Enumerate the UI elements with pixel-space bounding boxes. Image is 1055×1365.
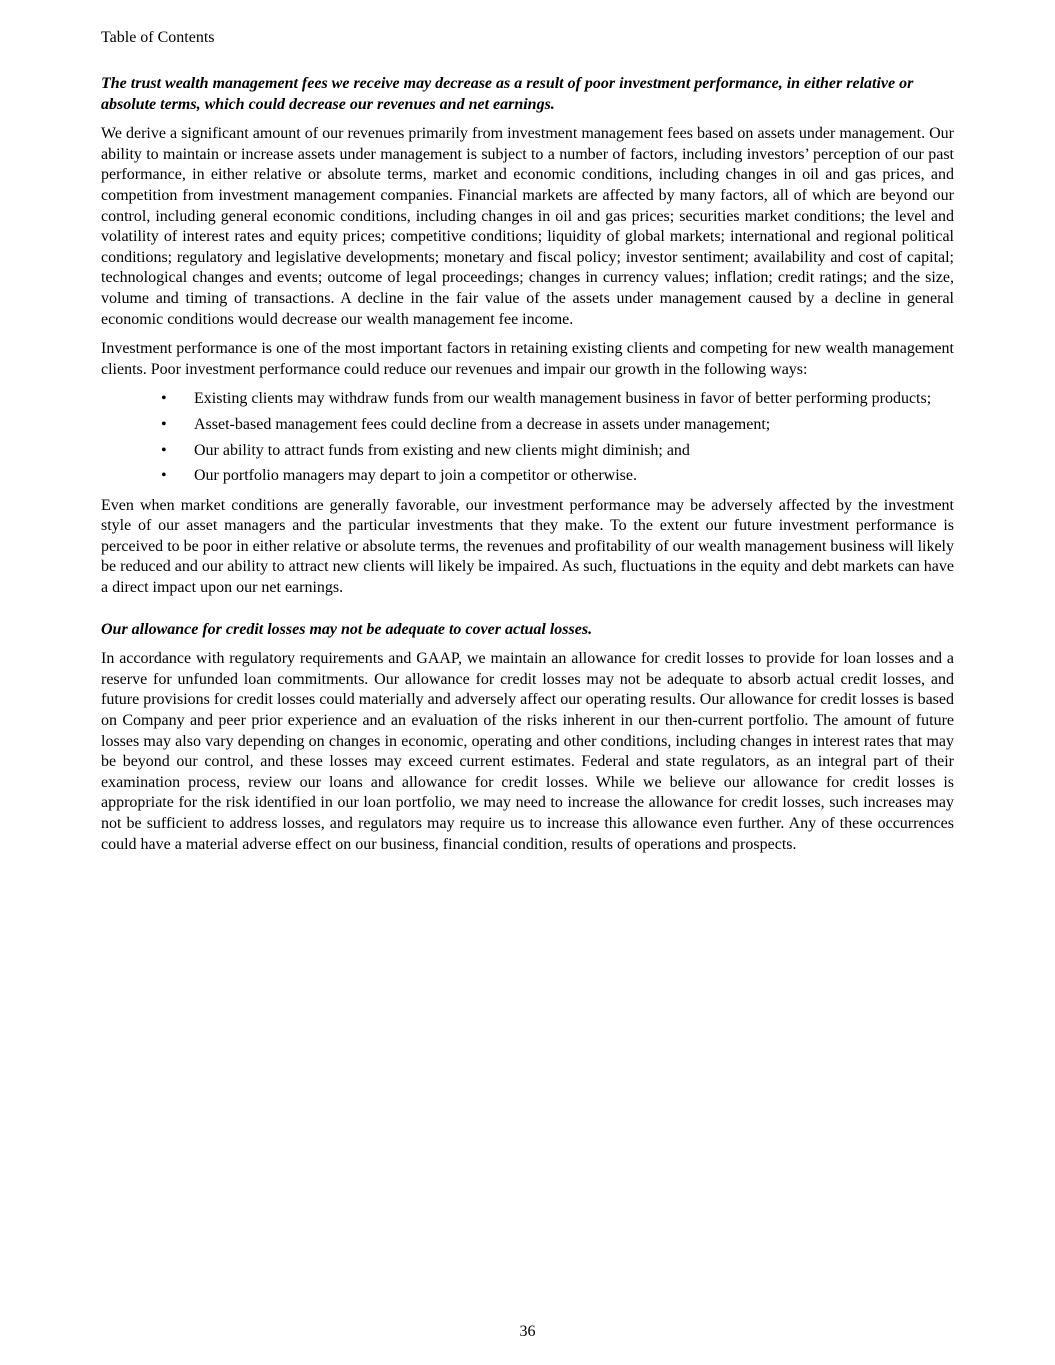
section-heading: Our allowance for credit losses may not be adequate to cover actual losses. (101, 620, 593, 638)
list-item-text: Existing clients may withdraw funds from our wealth management business in favor of better performing products; (194, 390, 932, 408)
list-item (101, 389, 954, 410)
list-item-text: Asset-based management fees could decline from a decrease in assets under management; (194, 415, 771, 433)
table-of-contents-link[interactable]: Table of Contents (101, 29, 215, 46)
section-heading: The trust wealth management fees we receive may decrease as a result of poor investment performance, in either relative or absolute terms, which could decrease our revenues and net earnings. (101, 75, 914, 113)
page-number: 36 (519, 1323, 536, 1340)
list-item-text: Our ability to attract funds from existing and new clients might diminish; and (194, 441, 690, 459)
paragraph: Investment performance is one of the most important factors in retaining existing clients and competing for new wealth management clients. Poor investment performance could reduce our revenues and impair our growth in the following ways: (101, 340, 954, 378)
section-wealth-management-fees (101, 74, 954, 599)
list-item-text: Our portfolio managers may depart to join a competitor or otherwise. (194, 467, 637, 485)
section-allowance-credit-losses (101, 620, 954, 856)
paragraph: We derive a significant amount of our revenues primarily from investment management fees based on assets under management. Our ability to maintain or increase assets under management is subject to a number of factors, including investors’ perception of our past performance, in either relative or absolute terms, market and economic conditions, including changes in oil and gas prices, and competition from investment management companies. Financial markets are affected by many factors, all of which are beyond our control, including general economic conditions, including changes in oil and gas prices; securities market conditions; the level and volatility of interest rates and equity prices; competitive conditions; liquidity of global markets; international and regional political conditions; regulatory and legislative developments; monetary and fiscal policy; investor sentiment; availability and cost of capital; technological changes and events; outcome of legal proceedings; changes in currency values; inflation; credit ratings; and the size, volume and timing of transactions. A decline in the fair value of the assets under management caused by a decline in general economic conditions would decrease our wealth management fee income. (101, 125, 954, 328)
bullet-icon: • (161, 441, 167, 459)
paragraph: Even when market conditions are generally favorable, our investment performance may be adversely affected by the investment style of our asset managers and the particular investments that they make. To the extent our future investment performance is perceived to be poor in either relative or absolute terms, the revenues and profitability of our wealth management business will likely be reduced and our ability to attract new clients will likely be impaired. As such, fluctuations in the equity and debt markets can have a direct impact upon our net earnings. (101, 496, 954, 597)
bullet-icon: • (161, 415, 167, 433)
list-item (101, 415, 954, 436)
list-item (101, 441, 954, 462)
list-item (101, 466, 954, 487)
document-body (101, 74, 954, 864)
paragraph: In accordance with regulatory requirements and GAAP, we maintain an allowance for credit losses to provide for loan losses and a reserve for unfunded loan commitments. Our allowance for credit losses may not be adequate to absorb actual credit losses, and future provisions for credit losses could materially and adversely affect our operating results. Our allowance for credit losses is based on Company and peer prior experience and an evaluation of the risks inherent in our then-current portfolio. The amount of future losses may also vary depending on changes in economic, operating and other conditions, including changes in interest rates that may be beyond our control, and these losses may exceed current estimates. Federal and state regulators, as an integral part of their examination process, review our loans and allowance for credit losses. While we believe our allowance for credit losses is appropriate for the risk identified in our loan portfolio, we may need to increase the allowance for credit losses, such increases may not be sufficient to address losses, and regulators may require us to increase this allowance even further. Any of these occurrences could have a material adverse effect on our business, financial condition, results of operations and prospects. (101, 650, 954, 853)
bullet-icon: • (161, 467, 167, 485)
bullet-icon: • (161, 390, 167, 408)
bullet-list (101, 389, 954, 486)
